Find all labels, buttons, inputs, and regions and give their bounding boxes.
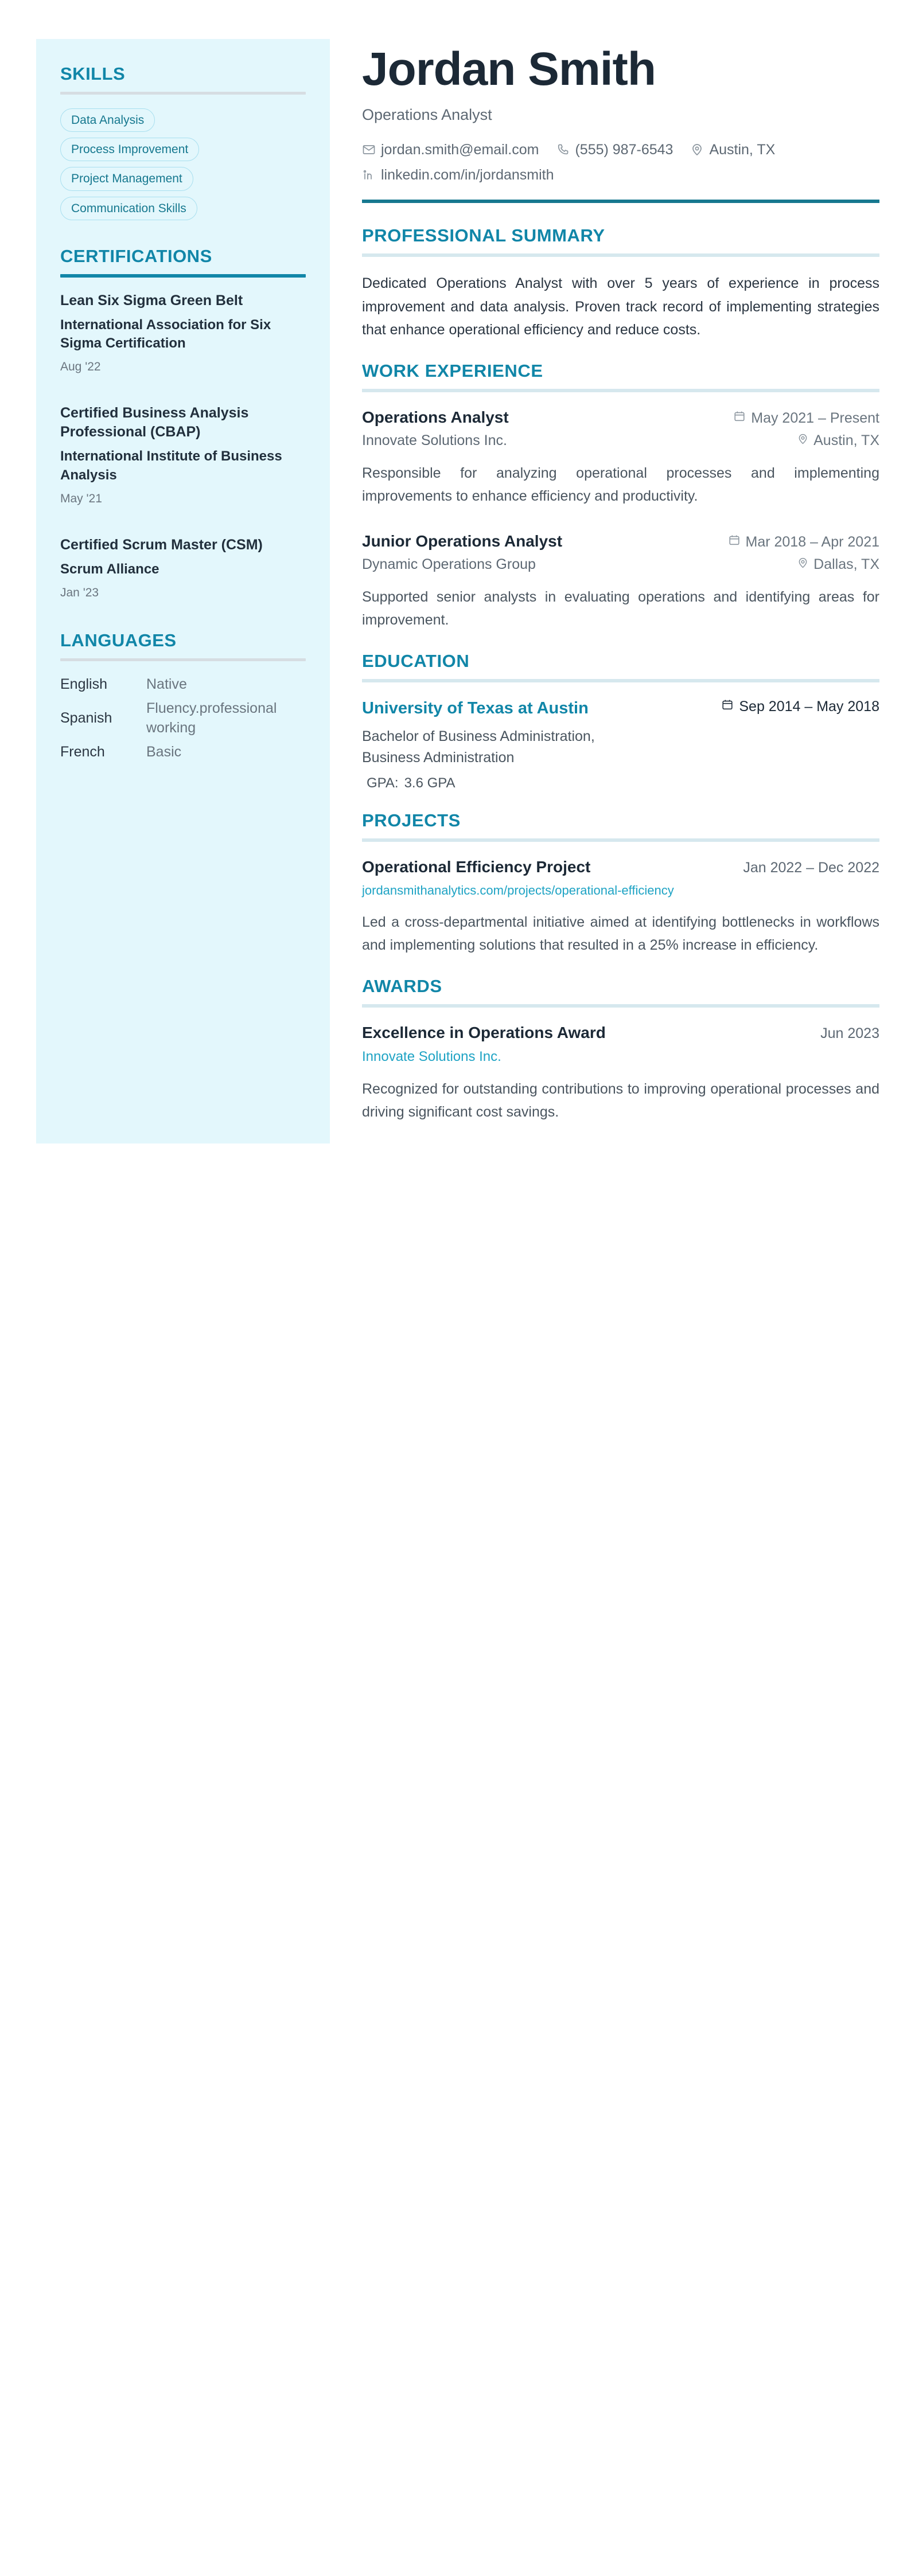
certifications-divider xyxy=(60,274,306,278)
education-left xyxy=(362,697,609,791)
certification-item xyxy=(60,536,306,600)
project-title-row xyxy=(362,857,879,877)
experience-date xyxy=(728,533,880,552)
candidate-name: Jordan Smith xyxy=(362,43,656,95)
skill-chip: Data Analysis xyxy=(60,108,155,132)
language-row xyxy=(60,743,306,762)
project-item xyxy=(362,857,879,957)
contact-email-text: jordan.smith@email.com xyxy=(381,142,539,158)
awards-section xyxy=(362,977,879,1124)
education-divider xyxy=(362,679,879,682)
sidebar xyxy=(36,39,330,1143)
certification-name: Certified Business Analysis Professional (CBAP) xyxy=(60,405,249,440)
award-description: Recognized for outstanding contributions to improving operational processes and driving significant cost savings. xyxy=(362,1080,879,1121)
language-level: Native xyxy=(146,676,187,693)
phone-icon xyxy=(556,143,570,157)
experience-org-row xyxy=(362,555,879,574)
experience-item xyxy=(362,407,879,508)
contact-location xyxy=(690,141,775,158)
experience-location-text: Austin, TX xyxy=(813,432,879,449)
project-description: Led a cross-departmental initiative aimed at identifying bottlenecks in workflows and implementing solutions that resulted in a 25% increase in efficiency. xyxy=(362,914,879,954)
experience-location xyxy=(797,555,879,574)
certification-date: May '21 xyxy=(60,491,102,505)
award-date xyxy=(820,1024,879,1043)
education-title-row xyxy=(362,697,879,791)
language-level: Fluency.professional working xyxy=(146,700,277,736)
certification-name: Lean Six Sigma Green Belt xyxy=(60,292,243,309)
skill-chip: Process Improvement xyxy=(60,138,199,161)
skill-chip: Project Management xyxy=(60,167,193,190)
calendar-icon xyxy=(728,533,741,552)
education-gpa xyxy=(362,775,609,791)
header-divider xyxy=(362,200,879,203)
award-title-row xyxy=(362,1022,879,1043)
award-name: Excellence in Operations Award xyxy=(362,1024,606,1042)
professional-summary-text: Dedicated Operations Analyst with over 5 years of experience in process improvement and data analysis. Proven track record of implementing strategies that enhance operational efficiency and reduce costs. xyxy=(362,275,879,338)
calendar-icon xyxy=(721,697,734,716)
education-gpa-label: GPA: xyxy=(367,775,399,791)
certification-issuer: International Institute of Business Analysis xyxy=(60,448,282,483)
project-link[interactable]: jordansmithanalytics.com/projects/operational-efficiency xyxy=(362,883,674,897)
certification-item xyxy=(60,291,306,374)
work-experience-section xyxy=(362,361,879,632)
languages-divider xyxy=(60,658,306,661)
project-date-text: Jan 2022 – Dec 2022 xyxy=(743,860,879,876)
project-name: Operational Efficiency Project xyxy=(362,858,591,876)
award-org: Innovate Solutions Inc. xyxy=(362,1049,501,1065)
skill-chip: Communication Skills xyxy=(60,197,197,220)
experience-location-text: Dallas, TX xyxy=(813,556,879,573)
language-level: Basic xyxy=(146,743,182,760)
certification-date: Aug '22 xyxy=(60,360,101,374)
location-pin-icon xyxy=(797,555,809,574)
main-column xyxy=(330,39,879,1143)
projects-divider xyxy=(362,838,879,842)
skills-section xyxy=(60,64,306,220)
contact-row-primary xyxy=(362,141,879,158)
linkedin-icon xyxy=(362,168,376,182)
experience-description: Responsible for analyzing operational processes and implementing improvements to enhance efficiency and productivity. xyxy=(362,465,879,505)
experience-title-row xyxy=(362,407,879,428)
contact-phone[interactable] xyxy=(556,141,673,158)
projects-heading: PROJECTS xyxy=(362,810,461,831)
projects-section xyxy=(362,811,879,957)
location-pin-icon xyxy=(690,143,704,157)
professional-summary-divider xyxy=(362,253,879,257)
professional-summary-section xyxy=(362,226,879,342)
education-date-text: Sep 2014 – May 2018 xyxy=(739,698,879,715)
experience-org: Dynamic Operations Group xyxy=(362,556,536,573)
certification-name: Certified Scrum Master (CSM) xyxy=(60,536,263,553)
candidate-title: Operations Analyst xyxy=(362,106,492,123)
education-section xyxy=(362,651,879,791)
contact-linkedin-text: linkedin.com/in/jordansmith xyxy=(381,167,554,184)
awards-heading: AWARDS xyxy=(362,975,442,996)
experience-org-row xyxy=(362,431,879,450)
education-school: University of Texas at Austin xyxy=(362,698,589,717)
skills-heading: SKILLS xyxy=(60,64,126,84)
awards-divider xyxy=(362,1004,879,1008)
skills-chip-list xyxy=(60,108,306,220)
education-gpa-value: 3.6 GPA xyxy=(404,775,456,791)
calendar-icon xyxy=(733,409,746,428)
language-name: French xyxy=(60,743,105,760)
contact-phone-text: (555) 987-6543 xyxy=(575,142,673,158)
education-date xyxy=(721,697,879,716)
certifications-heading: CERTIFICATIONS xyxy=(60,245,212,266)
certification-issuer: International Association for Six Sigma Certification xyxy=(60,317,271,352)
contact-location-text: Austin, TX xyxy=(709,142,776,158)
envelope-icon xyxy=(362,143,376,157)
experience-org: Innovate Solutions Inc. xyxy=(362,432,507,449)
resume-layout xyxy=(36,39,879,1143)
languages-heading: LANGUAGES xyxy=(60,630,177,651)
education-degree: Bachelor of Business Administration, Business Administration xyxy=(362,728,595,766)
location-pin-icon xyxy=(797,431,809,450)
education-heading: EDUCATION xyxy=(362,650,470,671)
certification-date: Jan '23 xyxy=(60,586,99,600)
languages-section xyxy=(60,631,306,762)
professional-summary-heading: PROFESSIONAL SUMMARY xyxy=(362,225,605,246)
contact-linkedin[interactable] xyxy=(362,166,554,184)
experience-role: Operations Analyst xyxy=(362,408,509,427)
language-row xyxy=(60,675,306,694)
certification-issuer: Scrum Alliance xyxy=(60,561,159,577)
experience-item xyxy=(362,531,879,632)
contact-email[interactable] xyxy=(362,141,539,158)
experience-date-text: May 2021 – Present xyxy=(751,410,879,427)
project-date xyxy=(743,858,879,877)
experience-date-text: Mar 2018 – Apr 2021 xyxy=(745,533,879,550)
education-item xyxy=(362,697,879,791)
experience-role: Junior Operations Analyst xyxy=(362,532,563,550)
language-name: Spanish xyxy=(60,710,112,726)
work-experience-divider xyxy=(362,389,879,392)
certification-item xyxy=(60,404,306,506)
skills-divider xyxy=(60,92,306,95)
work-experience-heading: WORK EXPERIENCE xyxy=(362,360,543,381)
experience-date xyxy=(733,409,879,428)
award-date-text: Jun 2023 xyxy=(820,1025,879,1042)
award-item xyxy=(362,1022,879,1124)
experience-title-row xyxy=(362,531,879,552)
certifications-section xyxy=(60,247,306,600)
language-row xyxy=(60,699,306,738)
contact-row-secondary xyxy=(362,166,879,184)
experience-description: Supported senior analysts in evaluating operations and identifying areas for improvement. xyxy=(362,588,879,629)
experience-location xyxy=(797,431,879,450)
language-name: English xyxy=(60,676,107,693)
